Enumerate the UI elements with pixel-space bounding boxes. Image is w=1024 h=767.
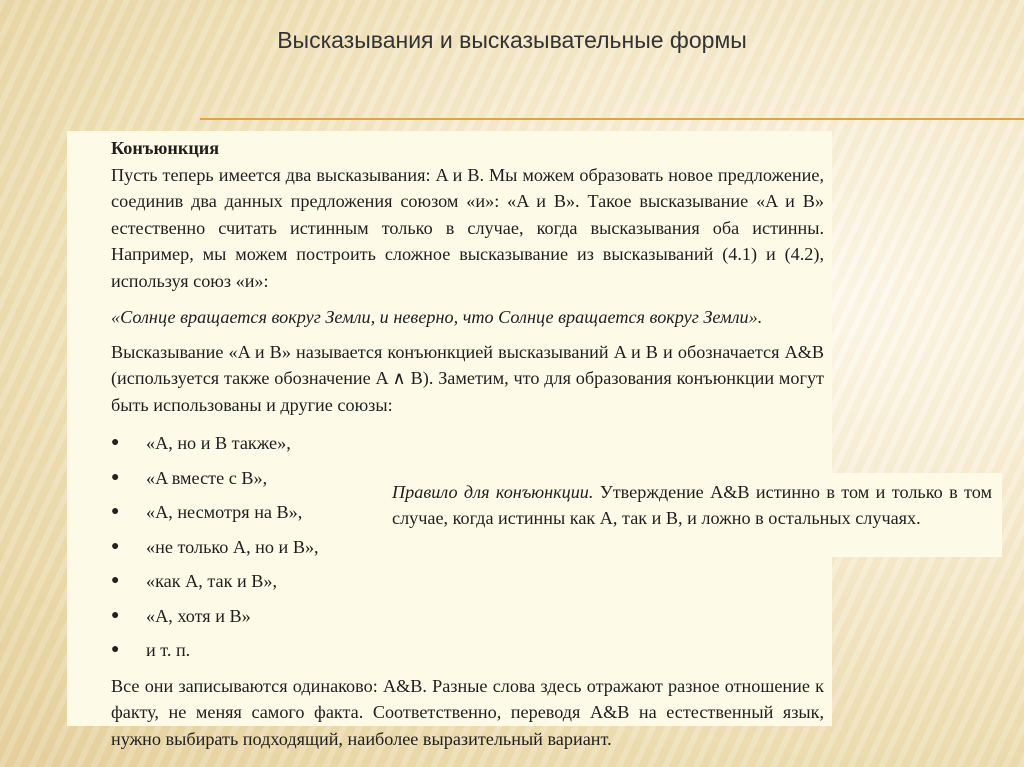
section-heading: Конъюнкция [111,138,220,158]
bullet-icon: ● [111,607,120,623]
slide-title: Высказывания и высказывательные формы [277,27,747,53]
rule-text: Утверждение A&B истинно в том и только в том случае, когда истинны как A, так и B, и ложно в остальных случаях. [392,482,993,528]
bullet-icon: ● [111,504,120,519]
conjunction-rule-box [380,473,1002,557]
bullet-icon: ● [111,538,120,554]
list-item: ● «не только A, но и B», [111,530,824,565]
intro-paragraph: Пусть теперь имеется два высказывания: A и B. Мы можем образовать новое предложение, соединив два данных предложения союзом «и»: «A и B». Такое высказывание «A и B» естественно считать истинным только в случае, когда высказывания оба истинны. Например, мы можем построить сложное высказывание из высказываний (4.1) и (4.2), используя союз «и»: [111,164,824,291]
list-item: ● «как A, так и B», [111,564,824,599]
list-item: ● «A, хотя и B» [111,599,824,634]
example-quote: «Солнце вращается вокруг Земли, и неверно, что Солнце вращается вокруг Земли». [111,307,763,327]
list-item: ● «A, несмотря на B», [111,495,824,530]
bullet-icon: ● [111,642,120,657]
title-divider [200,118,1024,120]
bullet-icon: ● [111,469,120,485]
closing-paragraph: Все они записываются одинаково: A&B. Разные слова здесь отражают разное отношение к факту, не меняя самого факта. Соответственно, переводя A&B на естественный язык, нужно выбирать подходящий, наиболее выразительный вариант. [111,675,824,749]
bullet-icon: ● [111,573,120,588]
list-item: ● и т. п. [111,633,824,668]
list-item: ● «A вместе с B», [111,461,824,496]
bullet-icon: ● [111,435,120,450]
textbook-excerpt [67,131,832,749]
list-item: ● «A, но и B также», [111,426,824,461]
definition-paragraph: Высказывание «A и B» называется конъюнкцией высказываний A и B и обозначается A&B (используется также обозначение A ∧ B). Заметим, что для образования конъюнкции могут быть использованы и другие союзы: [111,341,824,415]
rule-label: Правило для конъюнкции. [392,482,594,502]
